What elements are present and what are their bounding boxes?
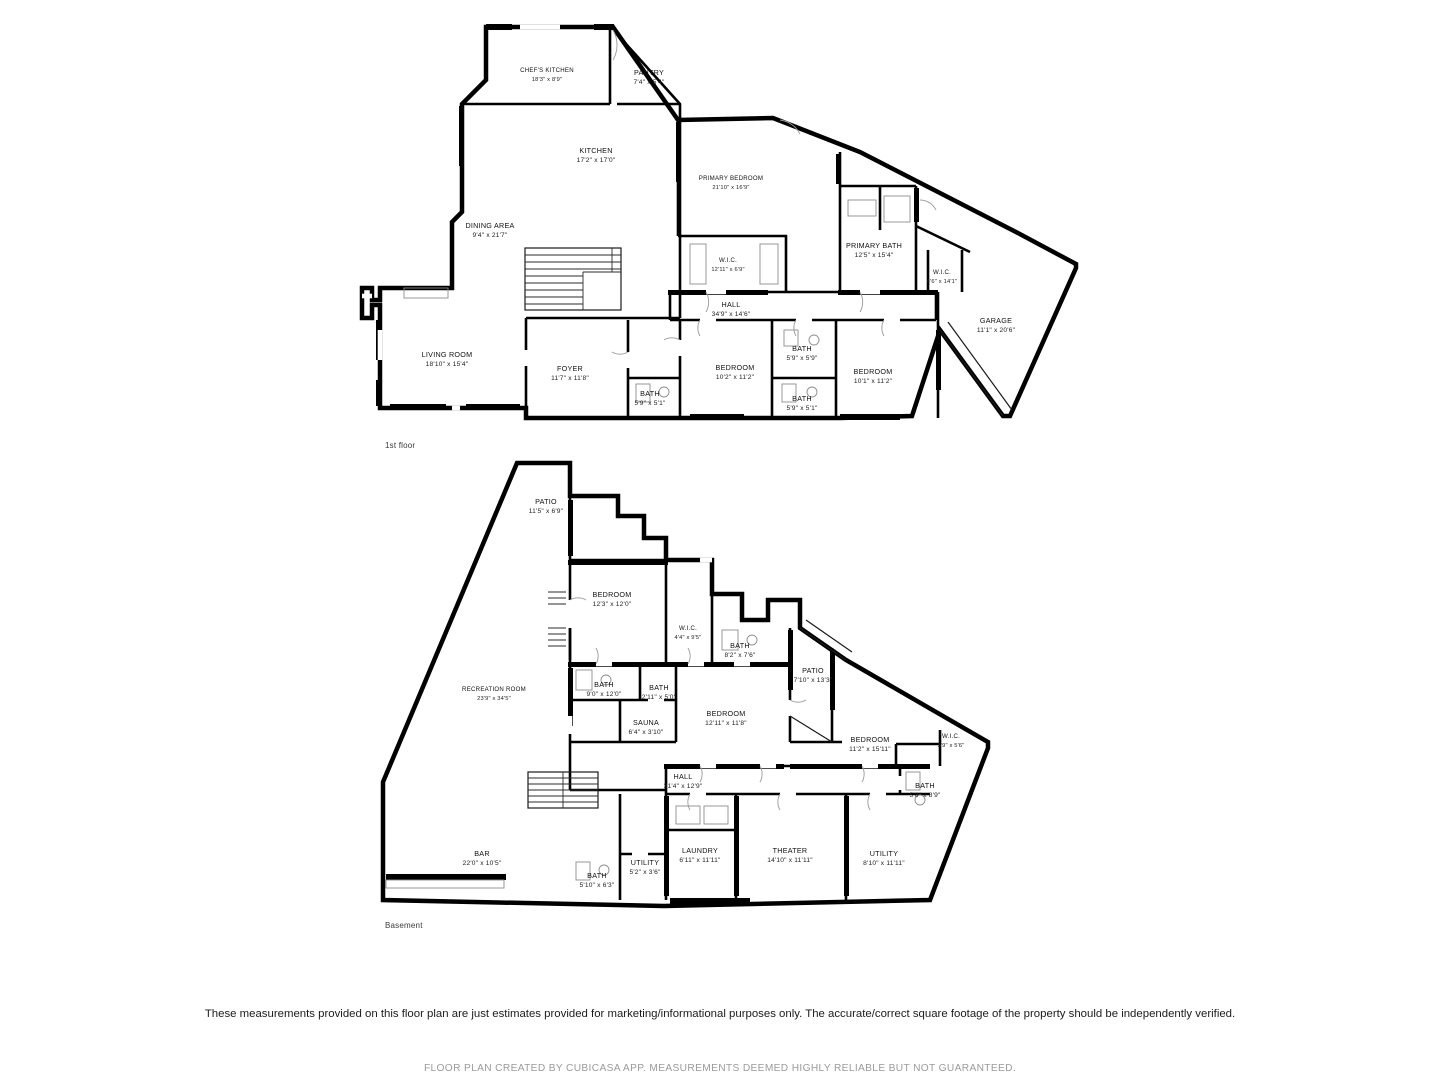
room-name: BEDROOM <box>592 590 632 599</box>
room-name: PRIMARY BATH <box>845 241 903 250</box>
room-name: W.I.C. <box>932 269 952 276</box>
credit-text: FLOOR PLAN CREATED BY CUBICASA APP. MEASUREMENTS DEEMED HIGHLY RELIABLE BUT NOT GUARANTEED. <box>423 1063 1017 1074</box>
room-name: BATH <box>640 389 660 398</box>
room-dimensions: 7'10" x 13'3" <box>793 677 833 684</box>
basement-door-arcs <box>570 598 870 810</box>
room-name: HALL <box>673 772 693 781</box>
room-name: SAUNA <box>632 718 660 727</box>
first-floor-interior-walls <box>452 27 970 418</box>
room-name: W.I.C. <box>678 625 698 632</box>
first-floor-caption: 1st floor <box>385 441 416 450</box>
room-dimensions: 17'2" x 17'0" <box>576 157 616 164</box>
room-dimensions: 11'7" x 11'8" <box>551 375 589 382</box>
room-dimensions: 6'11" x 11'11" <box>679 857 721 864</box>
room-dimensions: 5'8" x 8'9" <box>909 792 941 799</box>
room-dimensions: 18'10" x 15'4" <box>425 361 469 368</box>
room-name: KITCHEN <box>579 146 613 155</box>
room-dimensions: 11'2" x 15'11" <box>849 746 891 753</box>
room-dimensions: 9'0" x 12'0" <box>586 691 622 698</box>
room-name: LAUNDRY <box>682 846 718 855</box>
basement-caption: Basement <box>385 921 423 930</box>
room-name: BATH <box>730 641 750 650</box>
disclaimer-text: These measurements provided on this floor plan are just estimates provided for marketing/informational purposes only. The accurate/correct square footage of the property should be independently verified. <box>204 1008 1236 1020</box>
room-name: BEDROOM <box>706 709 746 718</box>
room-dimensions: 31'4" x 12'9" <box>663 783 703 790</box>
room-name: BEDROOM <box>850 735 890 744</box>
room-dimensions: 11'1" x 20'6" <box>976 327 1016 334</box>
room-name: UTILITY <box>869 849 899 858</box>
room-dimensions: 2'11" x 5'0" <box>641 694 677 701</box>
room-dimensions: 8'10" x 11'11" <box>863 860 905 867</box>
room-dimensions: 12'11" x 11'8" <box>705 720 747 727</box>
room-dimensions: 12'11" x 6'9" <box>711 267 745 273</box>
room-dimensions: 10'1" x 11'2" <box>853 378 893 385</box>
room-dimensions: 5'10" x 6'3" <box>579 882 615 889</box>
room-name: BEDROOM <box>715 363 755 372</box>
room-name: RECREATION ROOM <box>462 686 526 693</box>
room-name: THEATER <box>772 846 808 855</box>
room-dimensions: 12'3" x 12'0" <box>592 601 632 608</box>
garage-detail <box>940 322 1012 416</box>
room-name: BATH <box>915 781 935 790</box>
room-dimensions: 6'4" x 3'10" <box>628 729 664 736</box>
room-name: BEDROOM <box>853 367 893 376</box>
room-dimensions: 8'2" x 7'6" <box>724 652 756 659</box>
room-dimensions: 5'9" x 5'6" <box>937 743 965 749</box>
room-name: GARAGE <box>979 316 1013 325</box>
room-name: UTILITY <box>630 858 660 867</box>
room-dimensions: 7'4" x 5'4" <box>633 79 665 86</box>
room-dimensions: 21'10" x 16'9" <box>712 185 750 191</box>
room-name: CHEF'S KITCHEN <box>520 67 574 74</box>
room-name: BATH <box>649 683 669 692</box>
room-name: BATH <box>594 680 614 689</box>
room-dimensions: 9'4" x 21'7" <box>472 232 508 239</box>
room-dimensions: 5'2" x 3'6" <box>629 869 661 876</box>
room-dimensions: 5'9" x 5'9" <box>786 355 818 362</box>
room-dimensions: 10'2" x 11'2" <box>715 374 755 381</box>
room-name: PATIO <box>802 666 824 675</box>
room-name: LIVING ROOM <box>421 350 473 359</box>
room-name: BAR <box>474 849 490 858</box>
room-dimensions: 11'5" x 6'9" <box>528 508 564 515</box>
room-name: HALL <box>721 300 741 309</box>
room-dimensions: 23'9" x 34'5" <box>477 696 511 702</box>
room-dimensions: 4'4" x 9'5" <box>674 635 702 641</box>
room-dimensions: 22'0" x 10'5" <box>462 860 502 867</box>
room-name: FOYER <box>556 364 584 373</box>
room-dimensions: 5'9" x 5'1" <box>634 400 666 407</box>
basement-outline <box>383 463 988 906</box>
room-dimensions: 14'10" x 11'11" <box>767 857 813 864</box>
room-dimensions: 34'9" x 14'6" <box>711 311 751 318</box>
room-dimensions: 18'3" x 8'9" <box>531 77 563 83</box>
room-name: BATH <box>587 871 607 880</box>
room-dimensions: 5'9" x 5'1" <box>786 405 818 412</box>
room-name: W.I.C. <box>718 257 738 264</box>
first-floor-staircase <box>525 248 621 310</box>
room-dimensions: 4'6" x 14'1" <box>926 279 958 285</box>
room-dimensions: 12'5" x 15'4" <box>854 252 894 259</box>
room-name: PRIMARY BEDROOM <box>698 175 764 182</box>
basement-group <box>383 463 988 906</box>
room-name: BATH <box>792 394 812 403</box>
room-name: PATIO <box>535 497 557 506</box>
room-name: PANTRY <box>634 68 664 77</box>
room-name: DINING AREA <box>465 221 515 230</box>
room-name: W.I.C. <box>941 733 961 740</box>
room-name: BATH <box>792 344 812 353</box>
basement-interior-walls <box>570 496 940 900</box>
